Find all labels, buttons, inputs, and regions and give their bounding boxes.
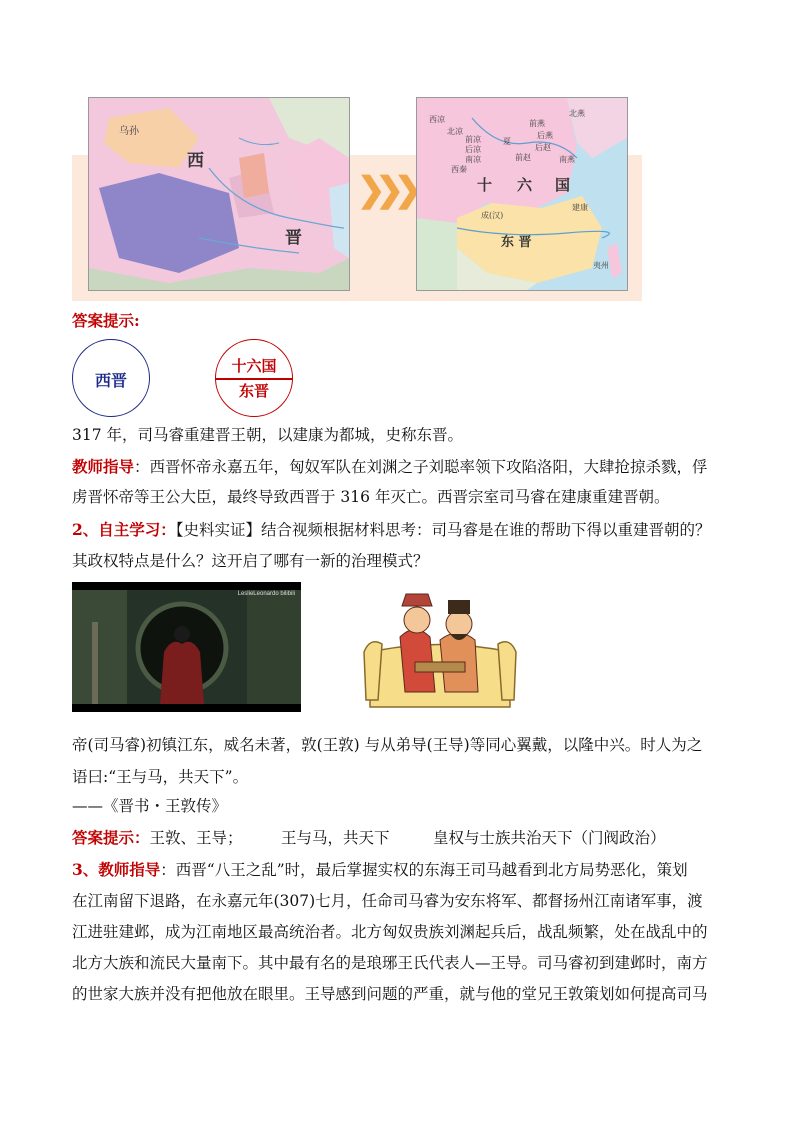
question-2 xyxy=(72,520,711,540)
state-label: 夷州 xyxy=(593,261,609,270)
state-label: 前燕 xyxy=(529,119,545,128)
state-label: 后燕 xyxy=(537,131,553,140)
question-3-label: 3、教师指导 xyxy=(72,860,161,879)
map-label-guo: 国 xyxy=(555,176,571,194)
sixteen-kingdoms-eastern-jin-circle xyxy=(215,339,293,417)
answer-hint-2-part-b: 王与马，共天下 xyxy=(281,829,390,847)
circle-label-sixteen-kingdoms: 十六国 xyxy=(231,357,277,375)
answer-hint-2 xyxy=(72,828,243,848)
state-label: 西秦 xyxy=(451,165,467,174)
state-label: 后赵 xyxy=(535,143,551,152)
video-still-image[interactable] xyxy=(72,582,301,712)
map-label-jin: 晋 xyxy=(285,228,302,248)
circle-label-eastern-jin: 东晋 xyxy=(238,382,269,400)
video-watermark: LeslieLeonardo bilibili xyxy=(237,591,295,597)
map-label-wusun: 乌孙 xyxy=(119,126,139,137)
cartoon-drawing xyxy=(360,582,520,712)
map-label-west: 西 xyxy=(187,151,204,171)
double-chevron-arrow-icon: ❯❯❯ xyxy=(357,170,413,210)
teacher-guide-label: 教师指导 xyxy=(72,457,135,476)
map-label-shi: 十 xyxy=(477,176,493,194)
state-label: 前凉 xyxy=(465,135,481,144)
teacher-guide-text: ：西晋怀帝永嘉五年，匈奴军队在刘渊之子刘聪率领下攻陷洛阳，大肆抢掠杀戮，俘 xyxy=(134,458,708,476)
state-label: 西凉 xyxy=(429,115,445,124)
question-3 xyxy=(72,860,688,880)
question-3-line-4: 北方大族和流民大量南下。其中最有名的是琅琊王氏代表人—王导。司马睿初到建邺时，南方 xyxy=(72,954,708,972)
state-label: 建康 xyxy=(572,203,588,212)
quote-line-2: 语曰:“王与马，共天下”。 xyxy=(72,768,249,786)
question-3-line-2: 在江南留下退路，在永嘉元年(307)七月，任命司马睿为安东将军、都督扬州江南诸军事，渡 xyxy=(72,892,703,910)
western-jin-circle xyxy=(72,339,150,417)
question-3-line-5: 的世家大族并没有把他放在眼里。王导感到问题的严重，就与他的堂兄王敦策划如何提高司马 xyxy=(72,985,708,1003)
answer-hint-2-part-c: 皇权与士族共治天下（门阀政治） xyxy=(433,829,666,847)
state-label: 北凉 xyxy=(447,127,463,136)
cartoon-illustration xyxy=(360,582,520,712)
teacher-guide-paragraph-cont: 虏晋怀帝等王公大臣，最终导致西晋于 316 年灭亡。西晋宗室司马睿在建康重建晋朝。 xyxy=(72,488,670,506)
answer-hint-2-part-a: 王敦、王导； xyxy=(149,829,243,847)
western-jin-map xyxy=(88,97,350,291)
answer-hint-heading: 答案提示: xyxy=(72,311,140,330)
paragraph-317: 317 年，司马睿重建晋王朝，以建康为都城，史称东晋。 xyxy=(72,426,464,444)
state-label: 成(汉) xyxy=(481,211,504,220)
question-2-text: 【史料实证】结合视频根据材料思考：司马睿是在谁的帮助下得以重建晋朝的？ xyxy=(175,521,711,539)
question-2-cont: 其政权特点是什么？这开启了哪有一新的治理模式？ xyxy=(72,552,429,570)
state-label: 前赵 xyxy=(515,153,531,162)
state-label: 南燕 xyxy=(559,155,575,164)
eastern-jin-map xyxy=(416,97,628,291)
map-label-liu: 六 xyxy=(517,176,533,194)
question-3-line-3: 江进驻建邺，成为江南地区最高统治者。北方匈奴贵族刘渊起兵后，战乱频繁，处在战乱中的 xyxy=(72,923,708,941)
answer-hint-2-label: 答案提示： xyxy=(72,828,150,847)
circle-label-western-jin: 西晋 xyxy=(94,371,127,390)
state-label: 北燕 xyxy=(569,109,585,118)
map-label-east-jin: 东 晋 xyxy=(501,235,532,250)
state-label: 夏 xyxy=(503,137,511,146)
quote-source: ——《晋书・王敦传》 xyxy=(72,797,228,815)
video-scene-drawing xyxy=(72,582,301,712)
question-3-text: ：西晋“八王之乱”时，最后掌握实权的东海王司马越看到北方局势恶化，策划 xyxy=(160,861,688,879)
quote-line-1: 帝(司马睿)初镇江东，威名未著，敦(王敦) 与从弟导(王导)等同心翼戴，以隆中兴。时人为之 xyxy=(72,736,703,754)
teacher-guide-paragraph xyxy=(72,457,708,477)
question-2-label: 2、自主学习： xyxy=(72,520,176,539)
state-label: 后凉 xyxy=(465,145,481,154)
state-label: 南凉 xyxy=(465,155,481,164)
